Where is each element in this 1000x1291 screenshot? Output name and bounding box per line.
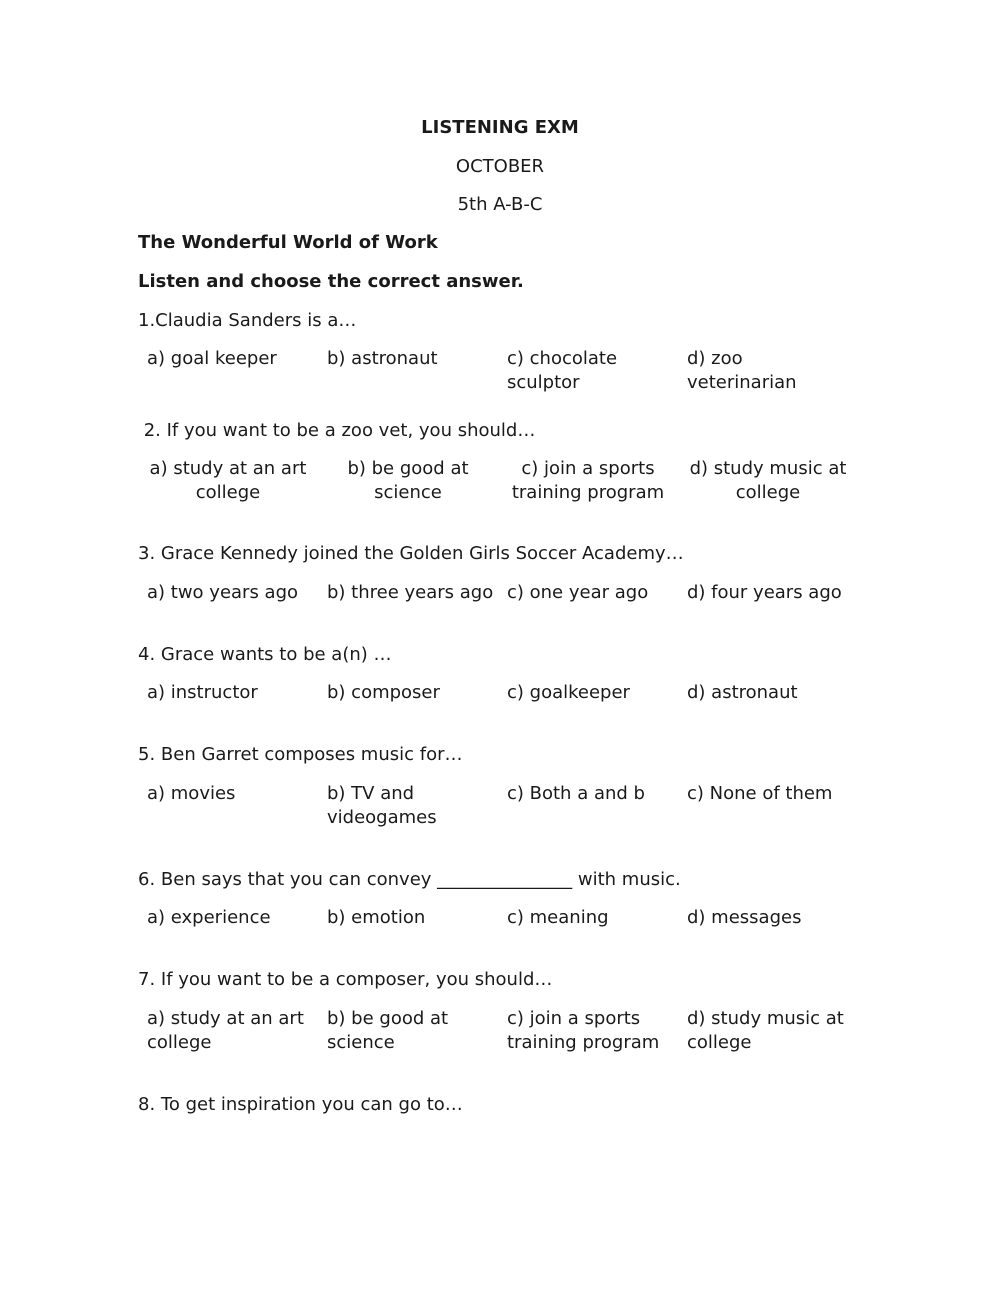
question-1: 1.Claudia Sanders is a… — [138, 310, 357, 331]
q2-option-a[interactable]: a) study at an art college — [149, 458, 307, 503]
q4-option-c[interactable]: c) goalkeeper — [507, 682, 630, 703]
q3-option-b[interactable]: b) three years ago — [327, 582, 494, 603]
question-7: 7. If you want to be a composer, you should… — [138, 969, 553, 990]
q7-option-a[interactable]: a) study at an art college — [147, 1008, 304, 1053]
q3-option-d[interactable]: d) four years ago — [687, 582, 842, 603]
exam-title: LISTENING EXM — [421, 117, 579, 138]
q4-option-d[interactable]: d) astronaut — [687, 682, 798, 703]
q2-option-b[interactable]: b) be good at science — [347, 458, 469, 503]
q2-option-d[interactable]: d) study music at college — [689, 458, 847, 503]
q5-option-c[interactable]: c) Both a and b — [507, 783, 645, 804]
question-3: 3. Grace Kennedy joined the Golden Girls Soccer Academy… — [138, 543, 684, 564]
q7-option-b[interactable]: b) be good at science — [327, 1008, 449, 1053]
q7-option-c[interactable]: c) join a sports training program — [507, 1008, 660, 1053]
question-8: 8. To get inspiration you can go to… — [138, 1094, 463, 1115]
section-title: The Wonderful World of Work — [138, 232, 438, 253]
q4-option-b[interactable]: b) composer — [327, 682, 440, 703]
q3-option-a[interactable]: a) two years ago — [147, 582, 299, 603]
question-5: 5. Ben Garret composes music for… — [138, 744, 463, 765]
question-4: 4. Grace wants to be a(n) … — [138, 644, 392, 665]
instruction: Listen and choose the correct answer. — [138, 271, 524, 292]
q6-option-c[interactable]: c) meaning — [507, 907, 609, 928]
q6-option-d[interactable]: d) messages — [687, 907, 802, 928]
q6-option-a[interactable]: a) experience — [147, 907, 271, 928]
exam-grade: 5th A-B-C — [457, 194, 543, 215]
q6-option-b[interactable]: b) emotion — [327, 907, 426, 928]
q1-option-b[interactable]: b) astronaut — [327, 348, 438, 369]
q2-option-c[interactable]: c) join a sports training program — [511, 458, 665, 503]
question-2: 2. If you want to be a zoo vet, you should… — [138, 420, 536, 441]
q7-option-d[interactable]: d) study music at college — [687, 1008, 844, 1053]
q4-option-a[interactable]: a) instructor — [147, 682, 258, 703]
q5-option-a[interactable]: a) movies — [147, 783, 236, 804]
q5-option-b[interactable]: b) TV and videogames — [327, 783, 437, 828]
q1-option-a[interactable]: a) goal keeper — [147, 348, 277, 369]
q3-option-c[interactable]: c) one year ago — [507, 582, 649, 603]
q5-option-d[interactable]: c) None of them — [687, 783, 833, 804]
exam-month: OCTOBER — [455, 156, 545, 177]
q1-option-c[interactable]: c) chocolate sculptor — [507, 348, 618, 393]
question-6: 6. Ben says that you can convey _______________ with music. — [138, 869, 681, 890]
q1-option-d[interactable]: d) zoo veterinarian — [687, 348, 797, 393]
